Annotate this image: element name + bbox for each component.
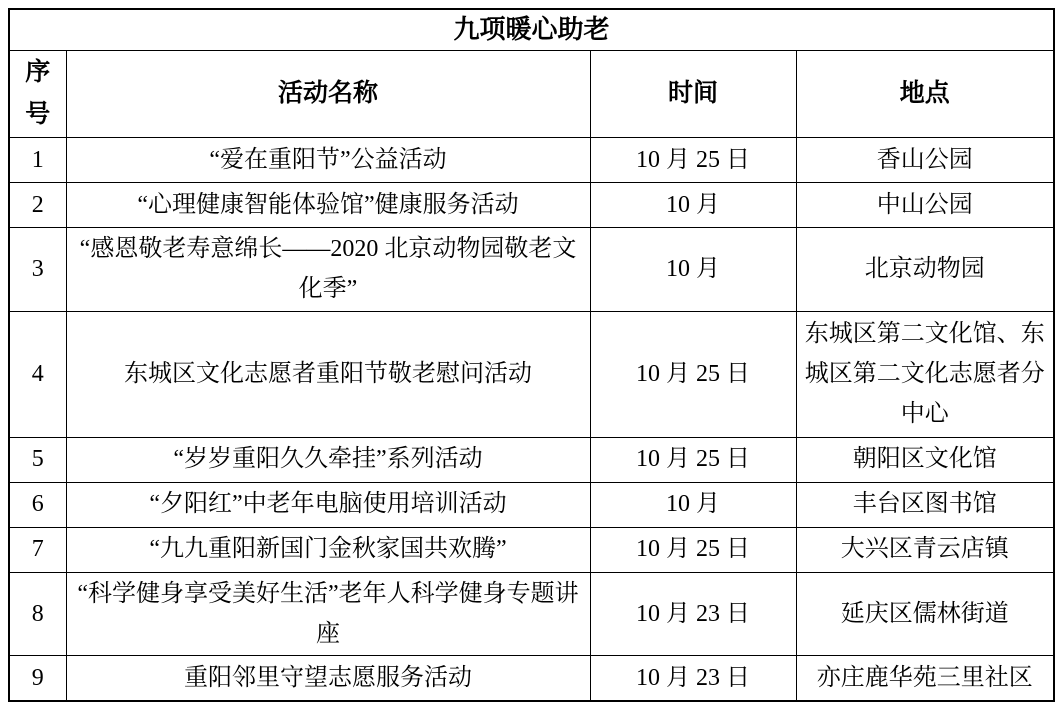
row-number-cell: 7	[9, 527, 66, 572]
activity-name-cell: “感恩敬老寿意绵长——2020 北京动物园敬老文化季”	[66, 228, 590, 312]
time-cell: 10 月	[590, 183, 796, 228]
row-number-cell: 6	[9, 482, 66, 527]
activities-table-container	[8, 8, 1055, 702]
table-row	[9, 482, 1054, 527]
column-header-number: 序号	[9, 51, 66, 138]
location-cell: 亦庄鹿华苑三里社区	[796, 656, 1054, 701]
location-cell: 朝阳区文化馆	[796, 437, 1054, 482]
table-row	[9, 572, 1054, 656]
activity-name-cell: “爱在重阳节”公益活动	[66, 138, 590, 183]
time-cell: 10 月 25 日	[590, 527, 796, 572]
table-row	[9, 311, 1054, 437]
table-title: 九项暖心助老	[9, 9, 1054, 51]
table-row	[9, 656, 1054, 701]
table-row	[9, 228, 1054, 312]
column-header-time: 时间	[590, 51, 796, 138]
location-cell: 香山公园	[796, 138, 1054, 183]
column-header-location: 地点	[796, 51, 1054, 138]
location-cell: 东城区第二文化馆、东城区第二文化志愿者分中心	[796, 311, 1054, 437]
time-cell: 10 月 25 日	[590, 138, 796, 183]
row-number-cell: 9	[9, 656, 66, 701]
location-cell: 大兴区青云店镇	[796, 527, 1054, 572]
location-cell: 延庆区儒林街道	[796, 572, 1054, 656]
row-number-cell: 3	[9, 228, 66, 312]
column-header-activity-name: 活动名称	[66, 51, 590, 138]
table-header-row	[9, 51, 1054, 138]
location-cell: 北京动物园	[796, 228, 1054, 312]
time-cell: 10 月 23 日	[590, 656, 796, 701]
location-cell: 中山公园	[796, 183, 1054, 228]
row-number-cell: 1	[9, 138, 66, 183]
row-number-cell: 2	[9, 183, 66, 228]
time-cell: 10 月 25 日	[590, 311, 796, 437]
time-cell: 10 月	[590, 228, 796, 312]
row-number-cell: 8	[9, 572, 66, 656]
table-row	[9, 183, 1054, 228]
table-row	[9, 527, 1054, 572]
activity-name-cell: “岁岁重阳久久牵挂”系列活动	[66, 437, 590, 482]
activity-name-cell: 重阳邻里守望志愿服务活动	[66, 656, 590, 701]
location-cell: 丰台区图书馆	[796, 482, 1054, 527]
row-number-cell: 5	[9, 437, 66, 482]
activity-name-cell: 东城区文化志愿者重阳节敬老慰问活动	[66, 311, 590, 437]
table-row	[9, 138, 1054, 183]
activity-name-cell: “九九重阳新国门金秋家国共欢腾”	[66, 527, 590, 572]
time-cell: 10 月 25 日	[590, 437, 796, 482]
row-number-cell: 4	[9, 311, 66, 437]
time-cell: 10 月 23 日	[590, 572, 796, 656]
activities-table	[8, 8, 1055, 702]
activity-name-cell: “科学健身享受美好生活”老年人科学健身专题讲座	[66, 572, 590, 656]
table-title-row	[9, 9, 1054, 51]
activity-name-cell: “心理健康智能体验馆”健康服务活动	[66, 183, 590, 228]
time-cell: 10 月	[590, 482, 796, 527]
activity-name-cell: “夕阳红”中老年电脑使用培训活动	[66, 482, 590, 527]
table-row	[9, 437, 1054, 482]
